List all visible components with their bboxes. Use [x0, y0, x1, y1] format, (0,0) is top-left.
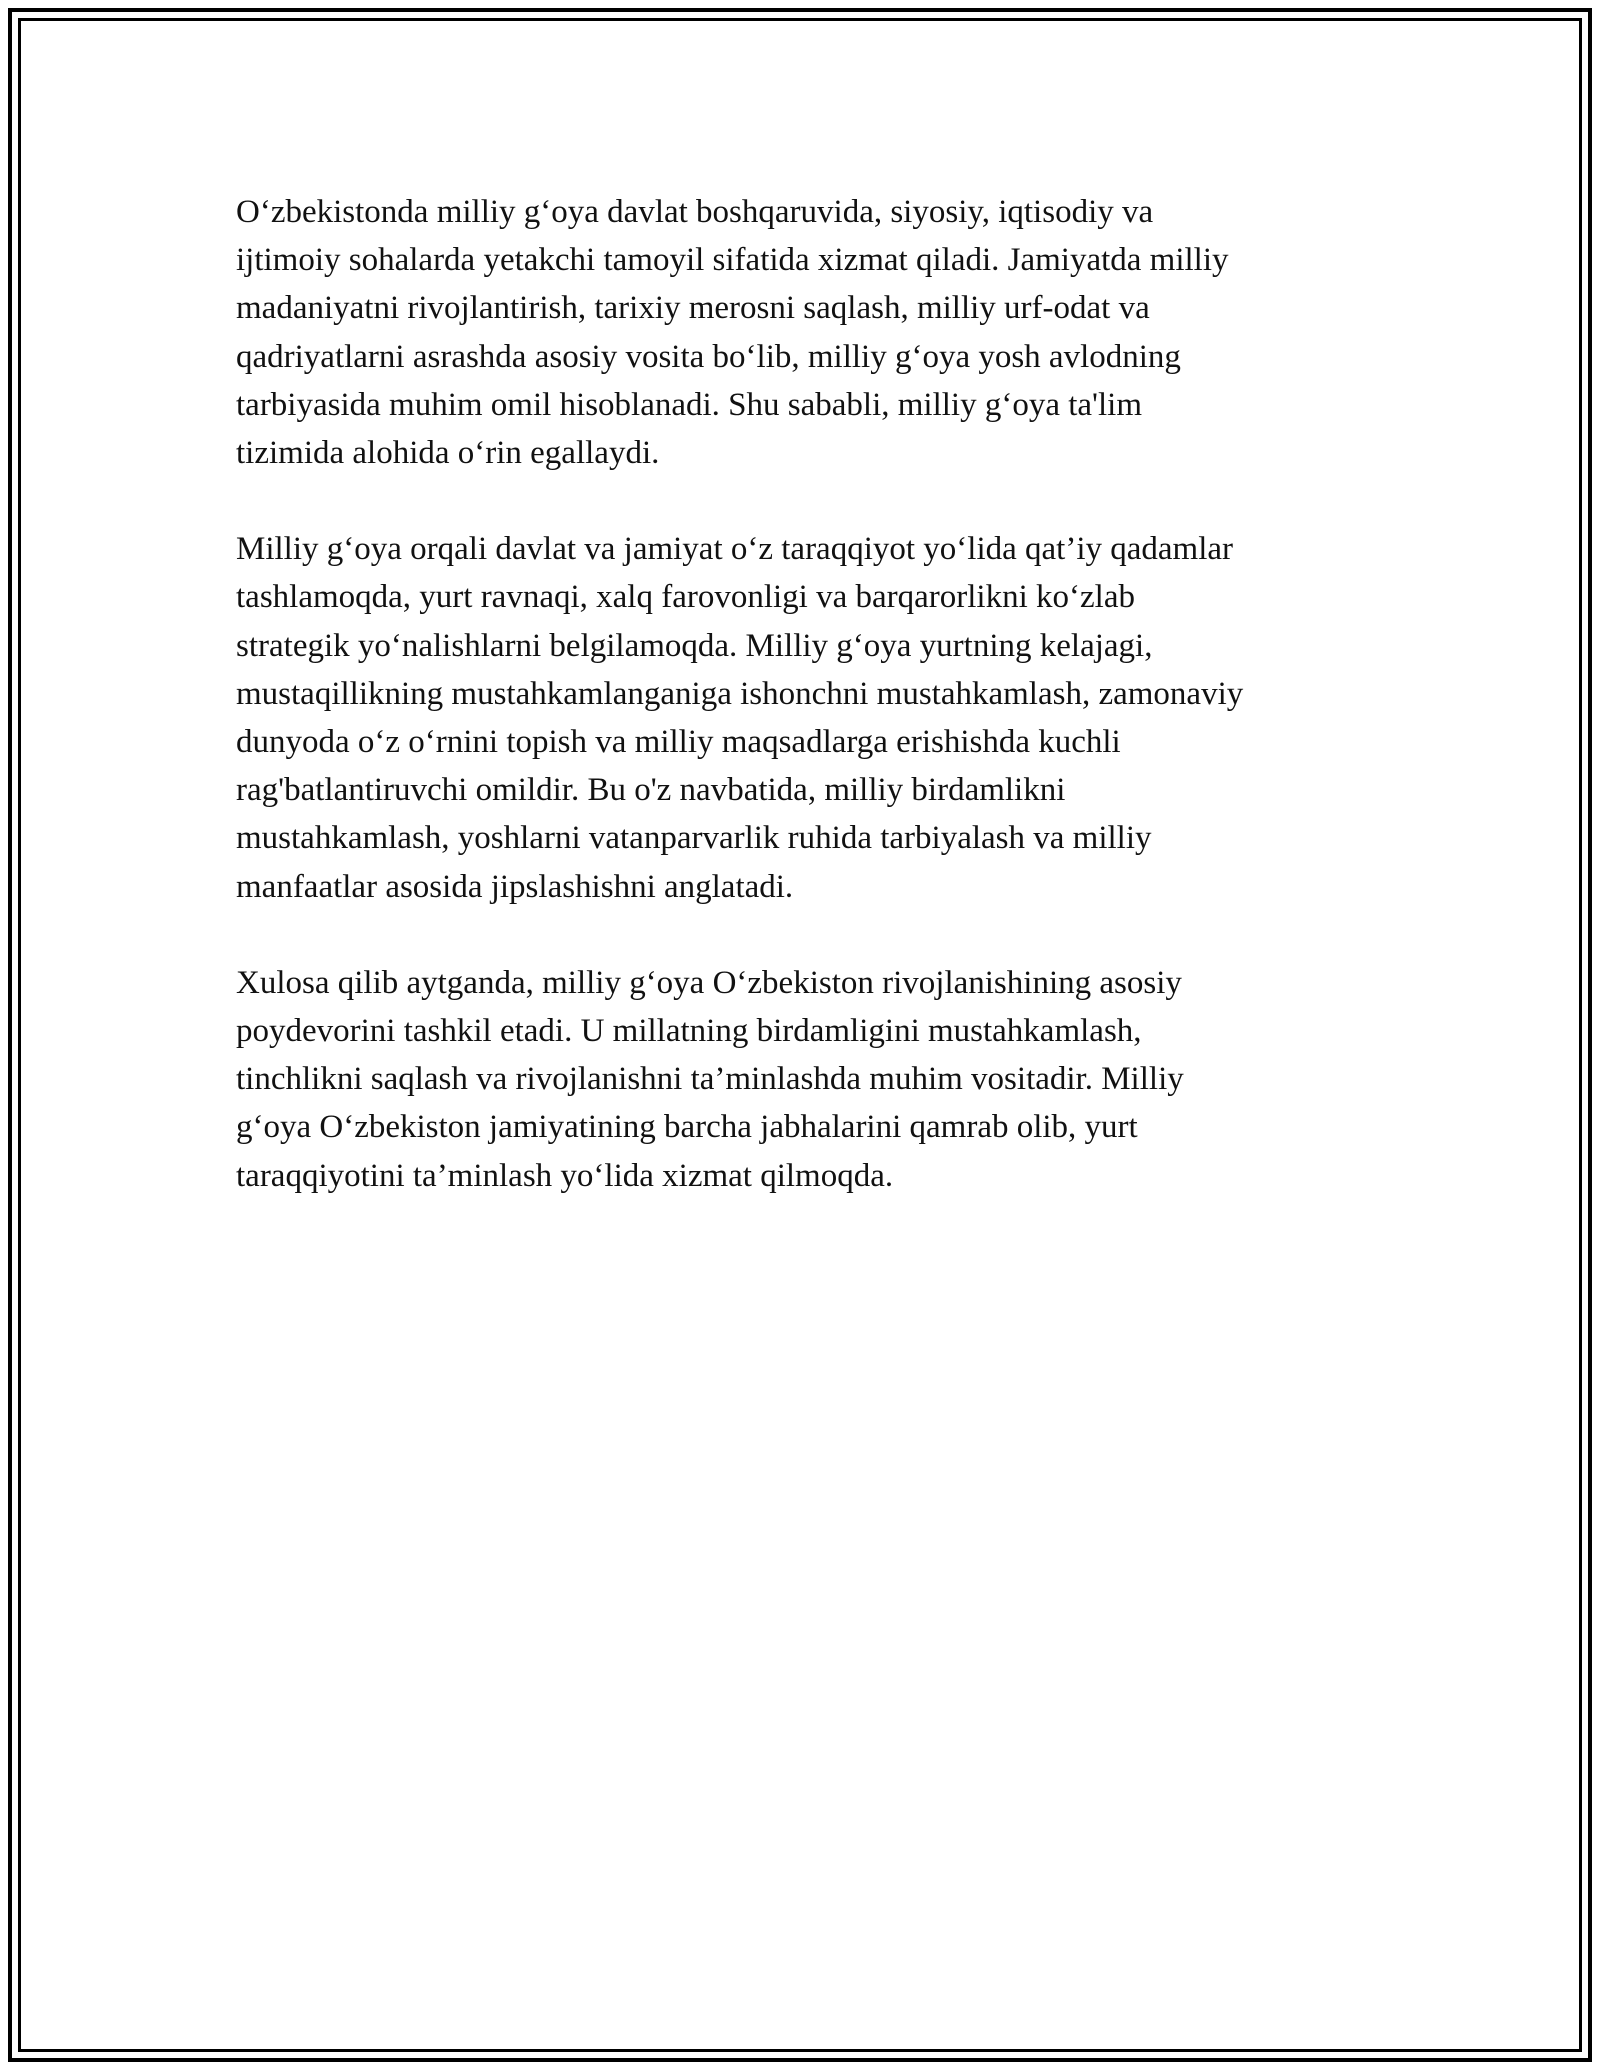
paragraph-line: tizimida alohida o‘rin egallaydi. — [236, 435, 660, 472]
paragraph-line: mustaqillikning mustahkamlanganiga ishonchni mustahkamlash, zamonaviy — [236, 675, 1244, 712]
paragraph-line: tarbiyasida muhim omil hisoblanadi. Shu sababli, milliy g‘oya ta'lim — [236, 386, 1143, 423]
paragraph-1 — [236, 188, 1366, 477]
paragraph-line: qadriyatlarni asrashda asosiy vosita bo‘lib, milliy g‘oya yosh avlodning — [236, 338, 1181, 375]
paragraph-line: g‘oya O‘zbekiston jamiyatining barcha jabhalarini qamrab olib, yurt — [236, 1109, 1138, 1146]
paragraph-line: Milliy g‘oya orqali davlat va jamiyat o‘z taraqqiyot yo‘lida qat’iy qadamlar — [236, 531, 1234, 568]
paragraph-line: tashlamoqda, yurt ravnaqi, xalq farovonligi va barqarorlikni ko‘zlab — [236, 579, 1135, 616]
paragraph-line: mustahkamlash, yoshlarni vatanparvarlik ruhida tarbiyalash va milliy — [236, 820, 1152, 857]
paragraph-line: Xulosa qilib aytganda, milliy g‘oya O‘zbekiston rivojlanishining asosiy — [236, 964, 1182, 1001]
paragraph-line: tinchlikni saqlash va rivojlanishni ta’minlashda muhim vositadir. Milliy — [236, 1061, 1184, 1098]
paragraph-line: dunyoda o‘z o‘rnini topish va milliy maqsadlarga erishishda kuchli — [236, 724, 1121, 761]
paragraph-line: rag'batlantiruvchi omildir. Bu o'z navbatida, milliy birdamlikni — [236, 772, 1066, 809]
paragraph-line: madaniyatni rivojlantirish, tarixiy merosni saqlash, milliy urf-odat va — [236, 290, 1150, 327]
paragraph-line: O‘zbekistonda milliy g‘oya davlat boshqaruvida, siyosiy, iqtisodiy va — [236, 194, 1154, 230]
paragraph-line: taraqqiyotini ta’minlash yo‘lida xizmat qilmoqda. — [236, 1157, 894, 1194]
paragraph-line: strategik yo‘nalishlarni belgilamoqda. Milliy g‘oya yurtning kelajagi, — [236, 627, 1153, 664]
paragraph-2 — [236, 525, 1366, 911]
paragraph-line: ijtimoiy sohalarda yetakchi tamoyil sifatida xizmat qiladi. Jamiyatda milliy — [236, 242, 1229, 279]
document-body — [236, 188, 1366, 1248]
paragraph-line: manfaatlar asosida jipslashishni anglatadi. — [236, 868, 794, 905]
paragraph-line: poydevorini tashkil etadi. U millatning birdamligini mustahkamlash, — [236, 1013, 1142, 1050]
paragraph-3 — [236, 959, 1366, 1200]
